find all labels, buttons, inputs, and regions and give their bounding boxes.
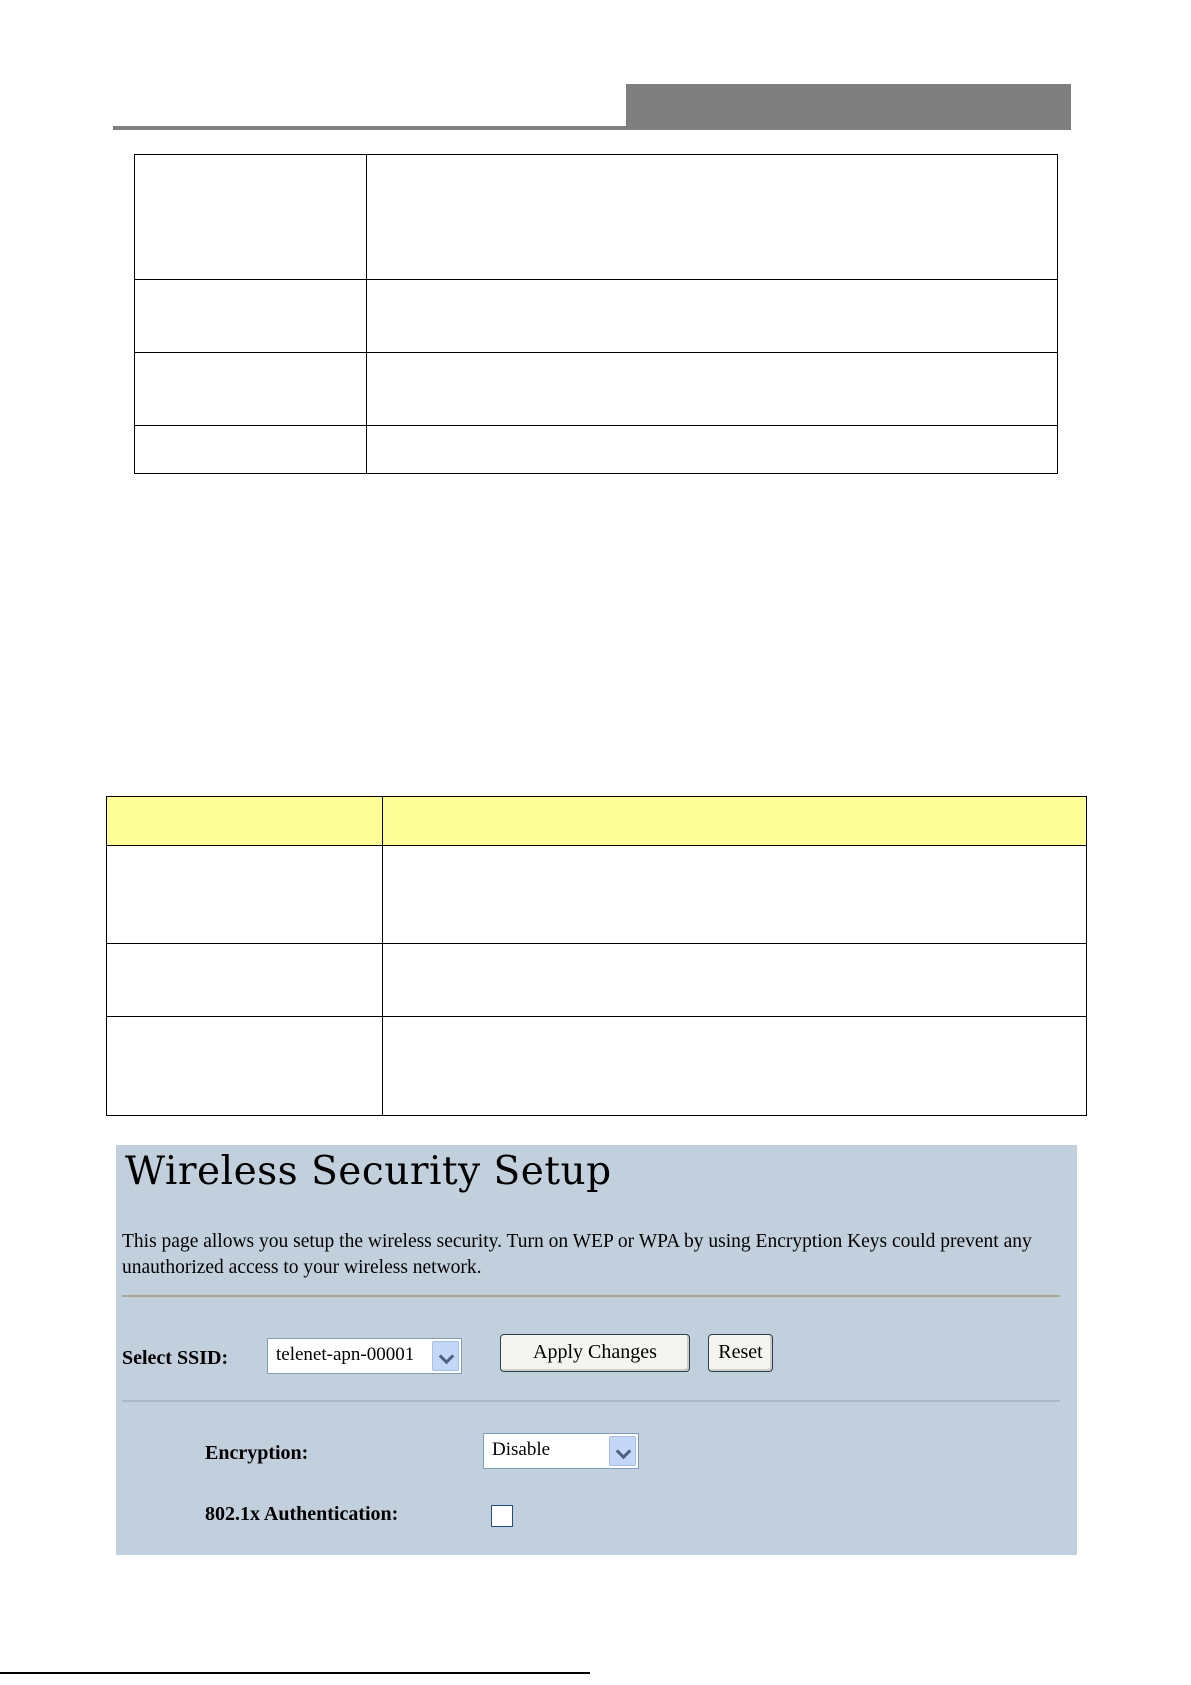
- table-row: [135, 280, 1058, 353]
- apply-changes-button[interactable]: Apply Changes: [500, 1334, 690, 1372]
- encryption-select-value: Disable: [492, 1439, 551, 1460]
- table-row: [135, 155, 1058, 280]
- table-header-row: [107, 797, 1087, 846]
- parameter-table-1: [134, 154, 1058, 474]
- page-header-bar: [626, 84, 1071, 128]
- auth-8021x-label: 802.1x Authentication:: [205, 1503, 399, 1525]
- table-row: [107, 846, 1087, 944]
- panel-description: This page allows you setup the wireless security. Turn on WEP or WPA by using Encryption Keys could prevent any unauthorized access to your wireless network.: [122, 1231, 1032, 1278]
- reset-button[interactable]: Reset: [708, 1334, 773, 1372]
- footnote-rule: [0, 1672, 590, 1674]
- ssid-select-value: telenet-apn-00001: [276, 1344, 415, 1365]
- table-row: [135, 426, 1058, 474]
- wireless-security-panel: [116, 1145, 1077, 1555]
- table-row: [107, 1017, 1087, 1116]
- ssid-select[interactable]: [267, 1338, 462, 1374]
- divider: [122, 1400, 1060, 1402]
- encryption-label: Encryption:: [205, 1442, 309, 1464]
- panel-title: Wireless Security Setup: [125, 1149, 612, 1194]
- select-ssid-label: Select SSID:: [122, 1347, 229, 1369]
- parameter-table-2: [106, 796, 1087, 1116]
- table-row: [107, 944, 1087, 1017]
- divider: [122, 1295, 1060, 1297]
- encryption-select[interactable]: [483, 1433, 639, 1469]
- table-row: [135, 353, 1058, 426]
- chevron-down-icon[interactable]: [432, 1341, 459, 1371]
- chevron-down-icon[interactable]: [609, 1436, 636, 1466]
- auth-8021x-checkbox[interactable]: [491, 1505, 513, 1527]
